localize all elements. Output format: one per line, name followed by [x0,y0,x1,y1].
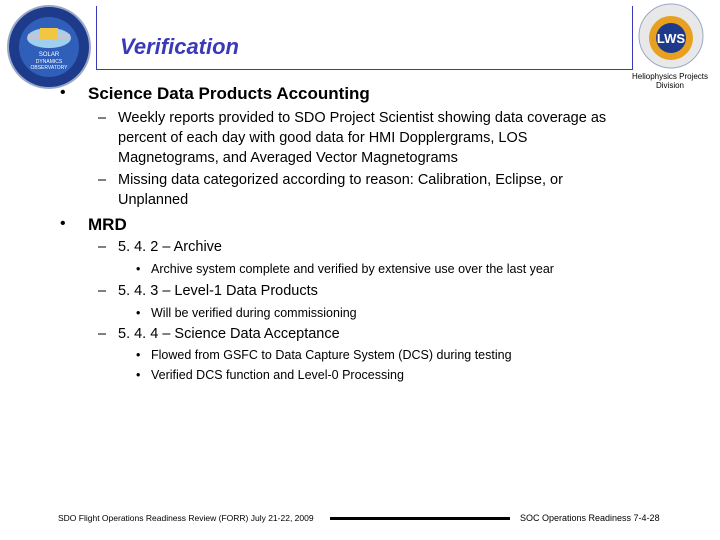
mrd-archive-note: Archive system complete and verified by extensive use over the last year [151,262,554,276]
footer-divider [330,517,510,520]
section-science-data-accounting: Science Data Products Accounting [88,84,370,103]
bullet-2: • [60,215,66,232]
sub-weekly-reports-line1: Weekly reports provided to SDO Project Scientist showing data coverage as [118,110,607,126]
dash-icon: – [98,283,107,299]
page-title: Verification [120,34,239,59]
sub-missing-data-line2: Unplanned [118,192,189,208]
mrd-archive: 5. 4. 2 – Archive [118,239,222,255]
footer-left: SDO Flight Operations Readiness Review (FORR) July 21-22, 2009 [58,513,314,523]
mrd-level1-note: Will be verified during commissioning [151,306,357,320]
dash-icon: – [98,239,107,255]
dash-icon: – [98,172,107,188]
lws-logo [632,2,710,70]
bullet-icon: • [136,368,141,382]
svg-text:LWS: LWS [656,31,686,46]
division-label: Heliophysics Projects Division [631,72,709,90]
sdo-logo [6,4,92,90]
footer-right: SOC Operations Readiness 7-4-28 [520,513,660,523]
section-mrd: MRD [88,215,127,234]
mrd-acceptance-note-2: Verified DCS function and Level-0 Processing [151,368,404,382]
dash-icon: – [98,110,107,126]
bullet-1: • [60,84,66,101]
title-left-rule [96,6,97,70]
bullet-icon: • [136,306,141,320]
sub-weekly-reports-line2: percent of each day with good data for HMI Dopplergrams, LOS [118,130,528,146]
mrd-level1: 5. 4. 3 – Level-1 Data Products [118,283,318,299]
bullet-icon: • [136,348,141,362]
svg-text:DYNAMICS: DYNAMICS [35,59,63,65]
sub-missing-data-line1: Missing data categorized according to reason: Calibration, Eclipse, or [118,172,563,188]
mrd-acceptance-note-1: Flowed from GSFC to Data Capture System (DCS) during testing [151,348,512,362]
dash-icon: – [98,326,107,342]
bullet-icon: • [136,262,141,276]
sub-weekly-reports-line3: Magnetograms, and Averaged Vector Magnetograms [118,150,458,166]
svg-text:OBSERVATORY: OBSERVATORY [30,65,68,71]
mrd-acceptance: 5. 4. 4 – Science Data Acceptance [118,326,340,342]
svg-text:SOLAR: SOLAR [38,52,60,58]
title-underline [96,69,632,70]
